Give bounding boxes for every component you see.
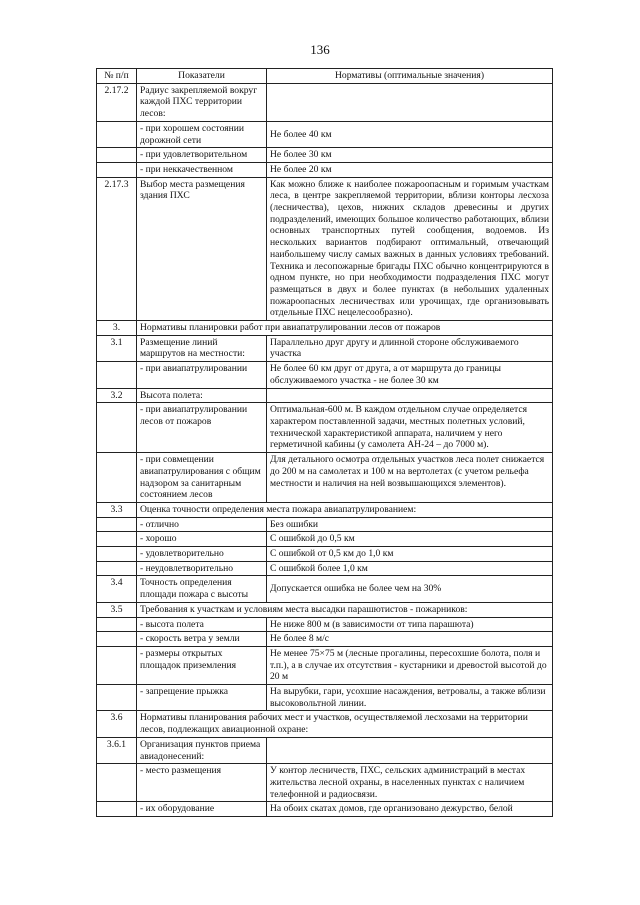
row-num (97, 802, 137, 817)
section-row (97, 321, 553, 336)
table-row (97, 685, 553, 711)
row-norm: Для детального осмотра отдельных участков леса полет снижается до 200 м на самолетах и 100 м на вертолетах (с учетом рельефа местности и наличия на ней возвышающихся элементов). (267, 453, 553, 503)
row-num: 3.1 (97, 335, 137, 361)
row-num: 3.6 (97, 711, 137, 737)
row-num: 3.3 (97, 502, 137, 517)
row-num (97, 517, 137, 532)
table-row (97, 335, 553, 361)
section-num: 3. (97, 321, 137, 336)
row-norm: Как можно ближе к наиболее пожароопасным и горимым участкам леса, в центре закрепляемой территории, вблизи конторы лесхоза (лесничества), цехов, нижних складов древесины и других подразделений, имеющих большое количество работающих, вблизи основных транспортных путей сообщения, водоемов. Из нескольких вариантов подбирают оптимальный, отвечающий наибольшему числу самых важных в данных условиях требований. Техника и лесопожарные бригады ПХС обычно концентрируются в одном пункте, но при необходимости подразделения ПХС могут размещаться в двух и более пунктах (в небольших удаленных пожароопасных лесничествах или урочищах, где организовывать отдельные ПХС нецелесообразно). (267, 177, 553, 320)
table-row (97, 617, 553, 632)
row-num (97, 148, 137, 163)
table-row (97, 802, 553, 817)
row-indicator: Размещение линий маршрутов на местности: (137, 335, 267, 361)
row-indicator: - запрещение прыжка (137, 685, 267, 711)
row-num: 3.4 (97, 576, 137, 602)
row-num: 3.6.1 (97, 737, 137, 763)
header-indicators: Показатели (137, 69, 267, 84)
row-indicator: Выбор места размещения здания ПХС (137, 177, 267, 320)
table-row (97, 602, 553, 617)
row-num (97, 453, 137, 503)
row-num (97, 162, 137, 177)
row-indicator: - высота полета (137, 617, 267, 632)
row-indicator: Точность определения площади пожара с высоты (137, 576, 267, 602)
row-indicator: Радиус закрепляемой вокруг каждой ПХС территории лесов: (137, 83, 267, 121)
table-row (97, 532, 553, 547)
row-norm (267, 388, 553, 403)
row-norm: Не менее 75×75 м (лесные прогалины, пересохшие болота, поля и т.п.), а в случае их отсутствия - кустарники и древостой высотой до 20 м (267, 646, 553, 684)
row-indicator: - удовлетворительно (137, 547, 267, 562)
row-num (97, 617, 137, 632)
row-norm (267, 83, 553, 121)
row-norm: На вырубки, гари, усохшие насаждения, ветровалы, а также вблизи высоковольтной линии. (267, 685, 553, 711)
row-num: 3.5 (97, 602, 137, 617)
row-norm: Не более 40 км (267, 121, 553, 147)
row-indicator: - при авиапатрулировании (137, 362, 267, 388)
table-row (97, 561, 553, 576)
row-num (97, 362, 137, 388)
row-num: 2.17.3 (97, 177, 137, 320)
table-row (97, 83, 553, 121)
row-indicator: - при хорошем состоянии дорожной сети (137, 121, 267, 147)
table-row (97, 121, 553, 147)
row-norm: Не более 20 км (267, 162, 553, 177)
row-indicator: - при совмещении авиапатрулирования с общим надзором за санитарным состоянием лесов (137, 453, 267, 503)
row-norm: С ошибкой от 0,5 км до 1,0 км (267, 547, 553, 562)
row-indicator: - хорошо (137, 532, 267, 547)
table-row (97, 737, 553, 763)
row-norm: Не более 8 м/с (267, 632, 553, 647)
norms-table (96, 68, 553, 817)
table-header-row (97, 69, 553, 84)
table-row (97, 646, 553, 684)
row-num (97, 685, 137, 711)
row-num (97, 764, 137, 802)
row-indicator: Организация пунктов приема авиадонесений: (137, 737, 267, 763)
row-norm: Оптимальная-600 м. В каждом отдельном случае определяется характером поставленной задачи, местных полетных условий, технической характеристикой аппарата, наличием у него герметичной кабины (у самолета АН-24 – до 7000 м). (267, 403, 553, 453)
row-norm: С ошибкой более 1,0 км (267, 561, 553, 576)
row-indicator: - отлично (137, 517, 267, 532)
row-num (97, 403, 137, 453)
row-norm: У контор лесничеств, ПХС, сельских администраций в местах жительства лесной охраны, в населенных пунктах с наличием телефонной и радиосвязи. (267, 764, 553, 802)
table-row (97, 177, 553, 320)
row-span-text: Оценка точности определения места пожара авиапатрулированием: (137, 502, 553, 517)
row-norm: Не более 60 км друг от друга, а от маршрута до границы обслуживаемого участка - не более 30 км (267, 362, 553, 388)
row-norm: Допускается ошибка не более чем на 30% (267, 576, 553, 602)
row-span-text: Требования к участкам и условиям места высадки парашютистов - пожарников: (137, 602, 553, 617)
row-num (97, 646, 137, 684)
table-row (97, 453, 553, 503)
page-number: 136 (310, 42, 330, 57)
row-norm: Параллельно друг другу и длинной стороне обслуживаемого участка (267, 335, 553, 361)
row-norm (267, 737, 553, 763)
row-indicator: - место размещения (137, 764, 267, 802)
row-num (97, 561, 137, 576)
row-indicator: - скорость ветра у земли (137, 632, 267, 647)
row-norm: Без ошибки (267, 517, 553, 532)
row-norm: С ошибкой до 0,5 км (267, 532, 553, 547)
table-row (97, 711, 553, 737)
table-row (97, 148, 553, 163)
table-row (97, 362, 553, 388)
table-row (97, 162, 553, 177)
row-num: 3.2 (97, 388, 137, 403)
row-span-text: Нормативы планирования рабочих мест и участков, осуществляемой лесхозами на территории лесов, подлежащих авиационной охране: (137, 711, 553, 737)
row-norm: Не ниже 800 м (в зависимости от типа парашюта) (267, 617, 553, 632)
table-row (97, 576, 553, 602)
section-title: Нормативы планировки работ при авиапатрулировании лесов от пожаров (137, 321, 553, 336)
table-row (97, 502, 553, 517)
table-row (97, 517, 553, 532)
row-num (97, 547, 137, 562)
row-indicator: - размеры открытых площадок приземления (137, 646, 267, 684)
row-num (97, 532, 137, 547)
row-indicator: - при неккачественном (137, 162, 267, 177)
row-norm: На обоих скатах домов, где организовано дежурство, белой (267, 802, 553, 817)
row-num (97, 632, 137, 647)
row-indicator: - неудовлетворительно (137, 561, 267, 576)
header-norms: Нормативы (оптимальные значения) (267, 69, 553, 84)
header-num: № п/п (97, 69, 137, 84)
table-row (97, 403, 553, 453)
row-num: 2.17.2 (97, 83, 137, 121)
table-row (97, 547, 553, 562)
table-row (97, 764, 553, 802)
row-indicator: - их оборудование (137, 802, 267, 817)
table-row (97, 632, 553, 647)
row-num (97, 121, 137, 147)
row-indicator: - при авиапатрулировании лесов от пожаров (137, 403, 267, 453)
row-indicator: - при удовлетворительном (137, 148, 267, 163)
row-indicator: Высота полета: (137, 388, 267, 403)
row-norm: Не более 30 км (267, 148, 553, 163)
table-row (97, 388, 553, 403)
